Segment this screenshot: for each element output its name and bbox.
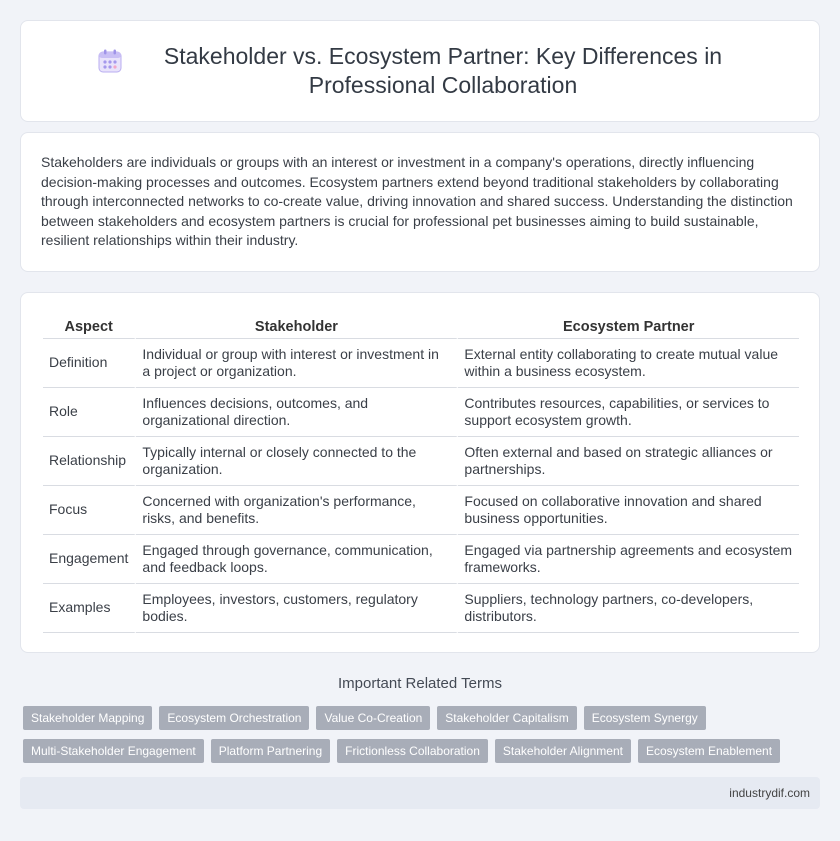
- cell-stakeholder: Individual or group with interest or investment in a project or organization.: [136, 339, 458, 388]
- table-row: [43, 437, 799, 486]
- cell-ecosystem-partner: Focused on collaborative innovation and shared business opportunities.: [458, 486, 799, 535]
- cell-ecosystem-partner: Engaged via partnership agreements and ecosystem frameworks.: [458, 535, 799, 584]
- tag-platform-partnering[interactable]: Platform Partnering: [211, 739, 330, 763]
- table-row: [43, 486, 799, 535]
- header-ecosystem-partner: Ecosystem Partner: [458, 313, 799, 339]
- cell-aspect: Relationship: [43, 437, 136, 486]
- tag-row: [23, 706, 823, 730]
- cell-stakeholder: Employees, investors, customers, regulatory bodies.: [136, 584, 458, 633]
- table-row: [43, 535, 799, 584]
- tag-value-co-creation[interactable]: Value Co-Creation: [316, 706, 430, 730]
- footer-source[interactable]: industrydif.com: [729, 786, 810, 800]
- comparison-table: [43, 313, 799, 633]
- cell-stakeholder: Typically internal or closely connected to the organization.: [136, 437, 458, 486]
- calendar-icon: [97, 48, 123, 74]
- title-card: [20, 20, 820, 122]
- intro-card: [20, 132, 820, 272]
- tag-stakeholder-alignment[interactable]: Stakeholder Alignment: [495, 739, 631, 763]
- intro-paragraph: Stakeholders are individuals or groups with an interest or investment in a company's operations, directly influencing decision-making processes and outcomes. Ecosystem partners extend beyond traditional stakeholders by collaborating through interconnected networks to co-create value, driving innovation and shared success. Understanding the distinction between stakeholders and ecosystem partners is crucial for professional pet businesses aiming to build sustainable, resilient relationships within their industry.: [41, 154, 793, 249]
- title-wrap: [97, 42, 743, 100]
- related-terms-title: Important Related Terms: [338, 675, 502, 692]
- footer: [20, 777, 820, 809]
- cell-aspect: Engagement: [43, 535, 136, 584]
- cell-ecosystem-partner: External entity collaborating to create mutual value within a business ecosystem.: [458, 339, 799, 388]
- cell-stakeholder: Influences decisions, outcomes, and organizational direction.: [136, 388, 458, 437]
- comparison-table-card: [20, 292, 820, 653]
- cell-stakeholder: Engaged through governance, communication, and feedback loops.: [136, 535, 458, 584]
- page-title: Stakeholder vs. Ecosystem Partner: Key Differences in Professional Collaboration: [163, 43, 723, 98]
- tag-frictionless-collaboration[interactable]: Frictionless Collaboration: [337, 739, 488, 763]
- header-stakeholder: Stakeholder: [136, 313, 458, 339]
- table-row: [43, 388, 799, 437]
- cell-aspect: Examples: [43, 584, 136, 633]
- cell-aspect: Focus: [43, 486, 136, 535]
- table-row: [43, 584, 799, 633]
- tag-stakeholder-capitalism[interactable]: Stakeholder Capitalism: [437, 706, 576, 730]
- tag-ecosystem-orchestration[interactable]: Ecosystem Orchestration: [159, 706, 309, 730]
- cell-stakeholder: Concerned with organization's performance, risks, and benefits.: [136, 486, 458, 535]
- tag-ecosystem-enablement[interactable]: Ecosystem Enablement: [638, 739, 780, 763]
- cell-aspect: Definition: [43, 339, 136, 388]
- cell-ecosystem-partner: Often external and based on strategic alliances or partnerships.: [458, 437, 799, 486]
- table-header-row: [43, 313, 799, 339]
- table-row: [43, 339, 799, 388]
- tag-row: [23, 739, 823, 763]
- cell-ecosystem-partner: Contributes resources, capabilities, or services to support ecosystem growth.: [458, 388, 799, 437]
- tag-stakeholder-mapping[interactable]: Stakeholder Mapping: [23, 706, 152, 730]
- tag-multi-stakeholder-engagement[interactable]: Multi-Stakeholder Engagement: [23, 739, 204, 763]
- related-terms-tags: [23, 706, 823, 772]
- header-aspect: Aspect: [43, 313, 136, 339]
- cell-ecosystem-partner: Suppliers, technology partners, co-developers, distributors.: [458, 584, 799, 633]
- cell-aspect: Role: [43, 388, 136, 437]
- tag-ecosystem-synergy[interactable]: Ecosystem Synergy: [584, 706, 706, 730]
